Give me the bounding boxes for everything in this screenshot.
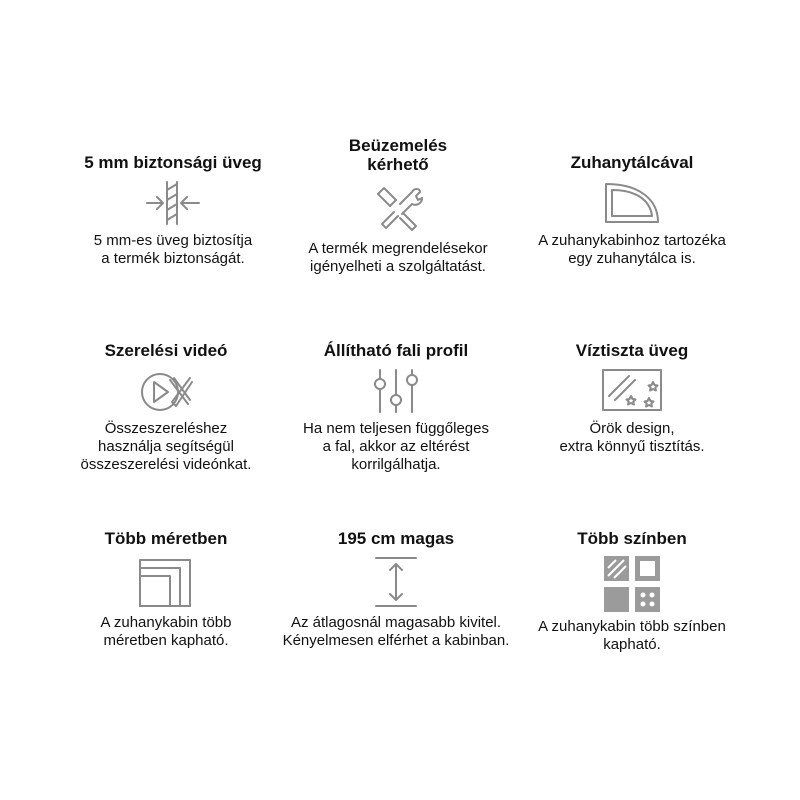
sizes-icon [136, 554, 196, 610]
feature-installation [268, 118, 528, 276]
feature-description: A zuhanykabinhoz tartozéka egy zuhanytálca is. [538, 232, 726, 267]
feature-title: 195 cm magas [337, 529, 455, 548]
feature-shower-tray [502, 132, 762, 268]
feature-clear-glass [502, 320, 762, 456]
feature-title: 5 mm biztonsági üveg [84, 153, 262, 172]
feature-title: Több méretben [104, 529, 228, 548]
feature-description: Örök design, extra könnyű tisztítás. [559, 420, 705, 455]
colors-icon [602, 554, 662, 614]
adjustable-slider-icon [366, 366, 426, 416]
feature-title: Beüzemelés kérhető [348, 136, 448, 174]
feature-description: Ha nem teljesen függőleges a fal, akkor az eltérést korrilgálhatja. [303, 420, 489, 473]
feature-description: 5 mm-es üveg biztosítja a termék biztonságát. [93, 232, 253, 267]
feature-height [266, 508, 526, 650]
feature-title: Több színben [577, 529, 687, 548]
tools-icon [370, 180, 426, 236]
feature-title: Zuhanytálcával [570, 153, 694, 172]
height-arrow-icon [366, 554, 426, 610]
feature-glass-thickness [43, 132, 303, 268]
feature-title: Szerelési videó [104, 341, 228, 360]
feature-description: A zuhanykabin több színben kapható. [538, 618, 726, 653]
feature-video [36, 320, 296, 474]
feature-description: A zuhanykabin több méretben kapható. [100, 614, 232, 649]
clear-glass-icon [599, 366, 665, 416]
shower-tray-icon [600, 178, 664, 228]
feature-description: A termék megrendelésekor igényelheti a szolgáltatást. [308, 240, 488, 275]
feature-title: Víztiszta üveg [575, 341, 689, 360]
feature-description: Az átlagosnál magasabb kivitel. Kényelmesen elférhet a kabinban. [282, 614, 510, 649]
glass-thickness-icon [143, 178, 203, 228]
feature-description: Összeszereléshez használja segítségül összeszerelési videónkat. [80, 420, 252, 473]
feature-title: Állítható fali profil [323, 341, 469, 360]
feature-colors [502, 508, 762, 654]
feature-adjustable-profile [266, 320, 526, 474]
video-tools-icon [136, 366, 196, 416]
